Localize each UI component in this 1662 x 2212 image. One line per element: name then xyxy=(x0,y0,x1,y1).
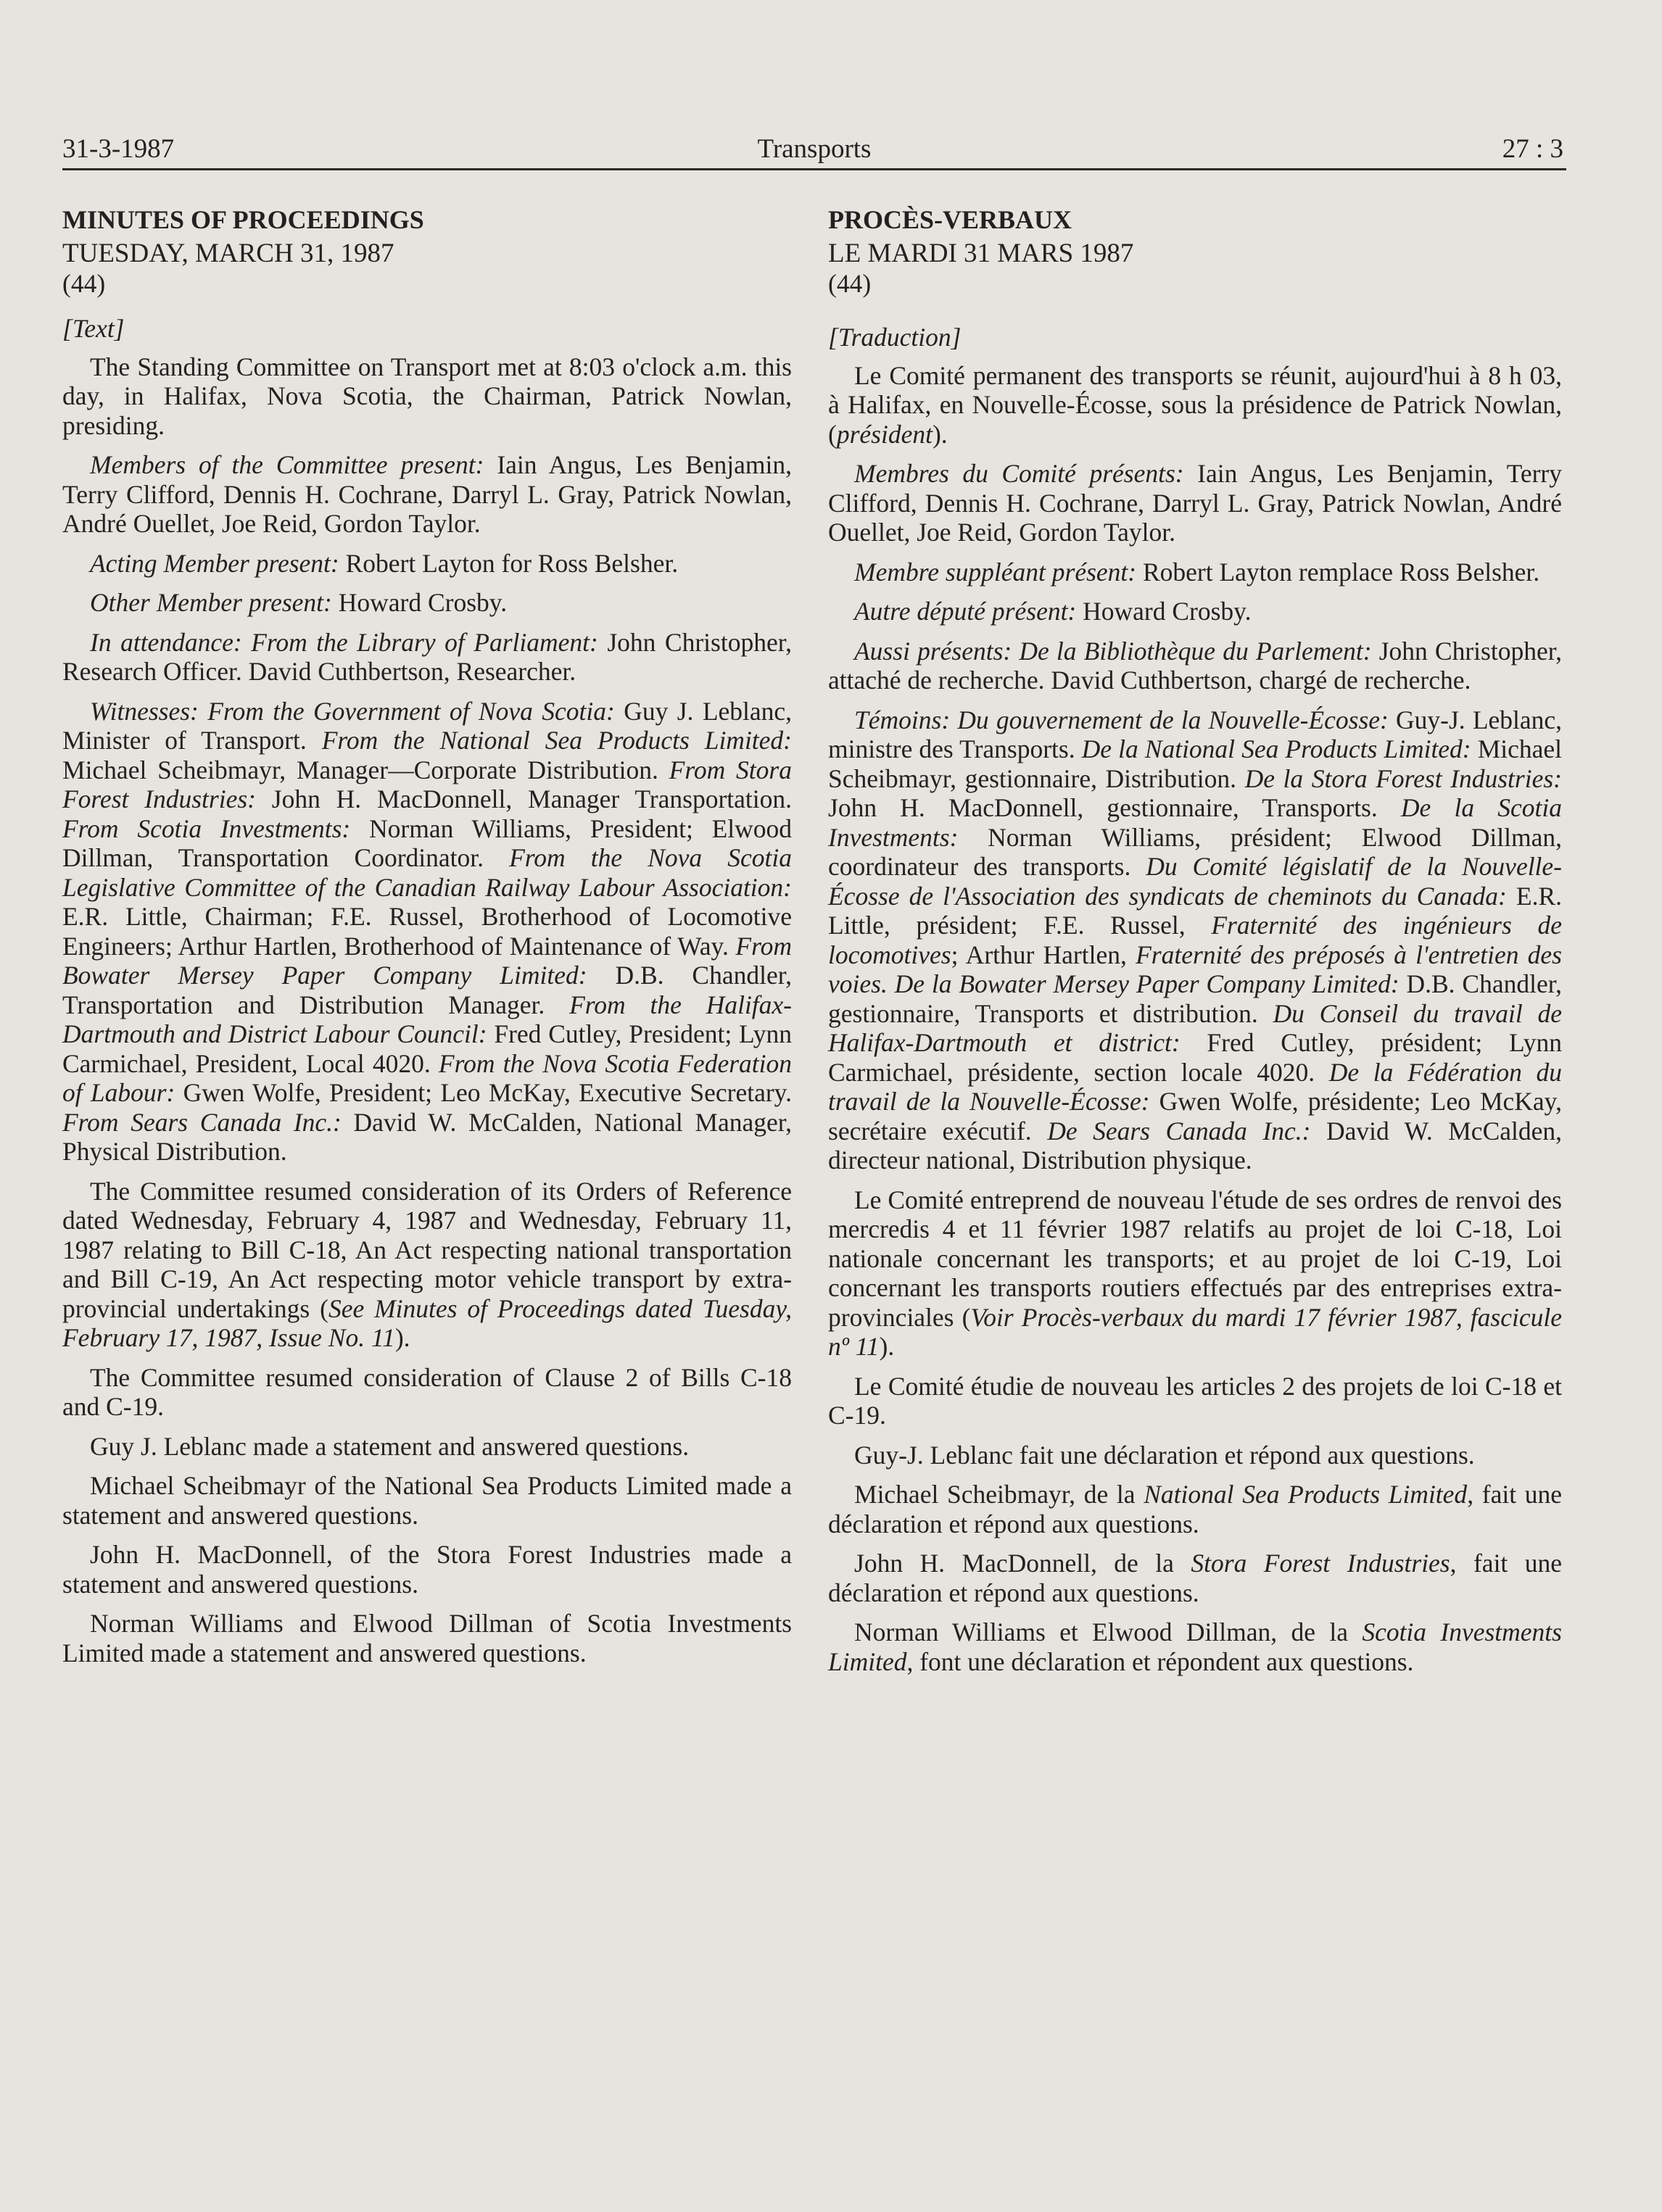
witness-seg: E.R. Little, Chairman; F.E. Russel, Brotherhood of Locomotive Engineers; Arthur Hartlen, Brotherhood of Maintenance of Way. xyxy=(62,902,792,961)
clause-consideration: The Committee resumed consideration of Clause 2 of Bills C-18 and C-19. xyxy=(62,1362,792,1421)
statement-leblanc: Guy J. Leblanc made a statement and answered questions. xyxy=(90,1431,690,1461)
attendance-space xyxy=(242,628,252,657)
witness-seg: From the National Sea Products Limited: xyxy=(321,726,792,755)
orders-of-reference xyxy=(62,1177,792,1353)
witnesses-fr xyxy=(828,705,1562,1175)
running-header xyxy=(62,131,1566,170)
witness-seg: Gwen Wolfe, President; Leo McKay, Executive Secretary. xyxy=(175,1078,792,1107)
witness-seg: Fred Cutley, President; Lynn Carmichael, President, Local 4020. xyxy=(62,1019,792,1078)
witness-seg: From the Nova Scotia Legislative Committee of the Canadian Railway Labour Association: xyxy=(62,843,792,902)
witness-seg-fr: Du Comité législatif de la Nouvelle-Écosse de l'Association des syndicats de cheminots du Canada: xyxy=(828,852,1562,911)
witness-seg-fr: David W. McCalden, directeur national, Distribution physique. xyxy=(828,1116,1562,1175)
williams-a: Norman Williams et Elwood Dillman, de la xyxy=(854,1617,1363,1646)
witness-seg-fr: Gwen Wolfe, présidente; Leo McKay, secrétaire exécutif. xyxy=(828,1087,1562,1146)
macdonnell-a: John H. MacDonnell, de la xyxy=(854,1549,1191,1578)
witnesses xyxy=(62,697,792,1167)
orders-text: The Committee resumed consideration of its Orders of Reference dated Wednesday, February 4, 1987 and Wednesday, February 11, 1987 relating to Bill C-18, An Act respecting national transportation and Bill C-19, An Act respecting motor vehicle transport by extra-provincial undertakings ( xyxy=(62,1176,792,1323)
witness-seg: From Sears Canada Inc.: xyxy=(62,1107,342,1137)
text-tag: [Text] xyxy=(62,314,125,343)
witness-seg-fr: John H. MacDonnell, gestionnaire, Transports. xyxy=(828,793,1401,822)
header-page-number: 27 : 3 xyxy=(1502,134,1563,164)
members-label: Members of the Committee present: xyxy=(90,450,484,479)
other-member-label-fr: Autre député présent: xyxy=(854,597,1077,626)
witness-seg-fr: Fred Cutley, président; Lynn Carmichael, présidente, section locale 4020. xyxy=(828,1028,1562,1087)
other-member-fr xyxy=(828,597,1562,626)
williams-b: , font une déclaration et répondent aux questions. xyxy=(906,1646,1414,1676)
witness-seg-fr: De la Stora Forest Industries: xyxy=(1244,763,1562,793)
witness-seg-fr: Norman Williams, président; Elwood Dillman, coordinateur des transports. xyxy=(828,822,1562,881)
members-present-fr xyxy=(828,459,1562,547)
opening-end-fr: ). xyxy=(932,419,948,449)
orders-of-reference-fr xyxy=(828,1185,1562,1362)
orders-text-fr: Le Comité entreprend de nouveau l'étude de ses ordres de renvoi des mercredis 4 et 11 février 1987 relatifs au projet de loi C-18, Loi nationale concernant les transports; et au projet de loi C-19, Loi concernant les transports routiers effectués par des entreprises extra-provinciales ( xyxy=(828,1185,1562,1332)
members-text-fr: Iain Angus, Les Benjamin, Terry Clifford, Dennis H. Cochrane, Darryl L. Gray, Patrick Nowlan, André Ouellet, Joe Reid, Gordon Taylor. xyxy=(828,459,1563,547)
header-date: 31-3-1987 xyxy=(62,134,175,164)
orders-end-fr: ). xyxy=(879,1332,895,1361)
witness-seg-fr: De la Scotia Investments: xyxy=(828,793,1562,852)
acting-member-text: Robert Layton for Ross Belsher. xyxy=(339,548,679,578)
statement-scheibmayr: Michael Scheibmayr of the National Sea Products Limited made a statement and answered questions. xyxy=(62,1471,792,1530)
witness-seg-fr: Michael Scheibmayr, gestionnaire, Distribution. xyxy=(828,734,1563,793)
attendance-text-fr: John Christopher, attaché de recherche. David Cuthbertson, chargé de recherche. xyxy=(828,636,1562,695)
witness-seg-fr: Fraternité des préposés à l'entretien des voies. De la Bowater Mersey Paper Company Limited: xyxy=(828,940,1562,998)
opening-paragraph: The Standing Committee on Transport met at 8:03 o'clock a.m. this day, in Halifax, Nova Scotia, the Chairman, Patrick Nowlan, presiding. xyxy=(62,352,792,440)
macdonnell-b: , fait une déclaration et répond aux questions. xyxy=(828,1549,1563,1607)
witness-seg: Norman Williams, President; Elwood Dillman, Transportation Coordinator. xyxy=(62,813,793,872)
meeting-number: (44) xyxy=(62,268,106,298)
opening-role-fr: président xyxy=(836,419,933,449)
members-present xyxy=(62,450,792,539)
acting-member-label-fr: Membre suppléant présent: xyxy=(854,557,1137,587)
opening-text-fr: Le Comité permanent des transports se réunit, aujourd'hui à 8 h 03, à Halifax, en Nouvelle-Écosse, sous la présidence de Patrick Nowlan, ( xyxy=(828,360,1562,449)
witness-seg: D.B. Chandler, Transportation and Distribution Manager. xyxy=(62,961,792,1019)
witness-seg-fr: ; Arthur Hartlen, xyxy=(951,940,1136,969)
scheibmayr-org: National Sea Products Limited xyxy=(1144,1480,1468,1509)
members-label-fr: Membres du Comité présents: xyxy=(854,459,1184,488)
statement-scheibmayr-fr xyxy=(828,1480,1562,1538)
witness-seg: From the Halifax-Dartmouth and District Labour Council: xyxy=(62,990,792,1048)
in-attendance xyxy=(62,628,792,687)
statement-williams-dillman-fr xyxy=(828,1617,1562,1676)
witness-seg: John H. MacDonnell, Manager Transportation. xyxy=(255,784,792,813)
other-member xyxy=(62,588,792,618)
attendance-label-fr: Aussi présents: De la Bibliothèque du Parlement: xyxy=(854,636,1372,666)
clause-consideration-fr: Le Comité étudie de nouveau les articles 2 des projets de loi C-18 et C-19. xyxy=(828,1371,1562,1430)
witness-seg-fr: De Sears Canada Inc.: xyxy=(1047,1116,1311,1146)
english-column xyxy=(62,204,792,1668)
witness-seg-fr: De la National Sea Products Limited: xyxy=(1081,734,1471,763)
meeting-date-fr: LE MARDI 31 MARS 1987 xyxy=(828,239,1134,268)
acting-member xyxy=(62,549,792,579)
statement-macdonnell: John H. MacDonnell, of the Stora Forest Industries made a statement and answered questions. xyxy=(62,1540,792,1599)
witness-seg-fr: Fraternité des ingénieurs de locomotives xyxy=(828,911,1562,969)
acting-member-text-fr: Robert Layton remplace Ross Belsher. xyxy=(1136,557,1540,587)
section-heading-fr: PROCÈS-VERBAUX xyxy=(828,205,1072,234)
witness-seg-fr: De la Fédération du travail de la Nouvelle-Écosse: xyxy=(828,1057,1562,1116)
witness-seg-fr: Témoins: xyxy=(854,705,951,734)
acting-member-label: Acting Member present: xyxy=(90,548,339,578)
macdonnell-org: Stora Forest Industries xyxy=(1191,1549,1450,1578)
statement-williams-dillman: Norman Williams and Elwood Dillman of Scotia Investments Limited made a statement and answered questions. xyxy=(62,1609,792,1668)
witness-seg-fr: D.B. Chandler, gestionnaire, Transports et distribution. xyxy=(828,969,1562,1028)
meeting-date: TUESDAY, MARCH 31, 1987 xyxy=(62,239,394,268)
attendance-label: In attendance: xyxy=(90,627,242,657)
witness-seg: From the Government of Nova Scotia: xyxy=(207,696,615,726)
acting-member-fr xyxy=(828,558,1562,587)
witness-seg: David W. McCalden, National Manager, Physical Distribution. xyxy=(62,1107,792,1166)
attendance-text: John Christopher, Research Officer. David Cuthbertson, Researcher. xyxy=(62,627,792,686)
orders-citation: See Minutes of Proceedings dated Tuesday, February 17, 1987, Issue No. 11 xyxy=(62,1293,792,1352)
orders-end: ). xyxy=(394,1323,410,1352)
witness-seg-fr: Guy-J. Leblanc, ministre des Transports. xyxy=(828,705,1563,763)
other-member-text: Howard Crosby. xyxy=(331,588,508,617)
witness-seg-fr: Du Conseil du travail de Halifax-Dartmouth et district: xyxy=(828,998,1562,1057)
witness-seg: From Scotia Investments: xyxy=(62,813,351,843)
witness-seg: Michael Scheibmayr, Manager—Corporate Distribution. xyxy=(62,755,669,784)
witness-seg: From Bowater Mersey Paper Company Limited: xyxy=(62,931,792,990)
witness-seg: Guy J. Leblanc, Minister of Transport. xyxy=(62,696,793,755)
meeting-number-fr: (44) xyxy=(828,268,872,298)
opening-paragraph-fr xyxy=(828,361,1562,450)
statement-leblanc-fr: Guy-J. Leblanc fait une déclaration et répond aux questions. xyxy=(854,1440,1475,1470)
witness-seg xyxy=(199,697,207,726)
witness-seg: From Stora Forest Industries: xyxy=(62,755,792,813)
witness-seg-fr: Du gouvernement de la Nouvelle-Écosse: xyxy=(957,705,1389,734)
witness-seg: From the Nova Scotia Federation of Labour: xyxy=(62,1048,792,1107)
orders-citation-fr: Voir Procès-verbaux du mardi 17 février 1987, fascicule nº 11 xyxy=(828,1302,1562,1361)
other-member-text-fr: Howard Crosby. xyxy=(1076,597,1252,626)
scheibmayr-a: Michael Scheibmayr, de la xyxy=(854,1480,1144,1509)
williams-org: Scotia Investments Limited xyxy=(828,1617,1562,1676)
translation-tag: [Traduction] xyxy=(828,323,962,352)
in-attendance-fr xyxy=(828,637,1562,695)
other-member-label: Other Member present: xyxy=(90,588,332,617)
witness-seg: Witnesses: xyxy=(90,696,199,726)
scheibmayr-b: , fait une déclaration et répond aux questions. xyxy=(828,1480,1563,1538)
attendance-org: From the Library of Parliament: xyxy=(251,627,598,657)
witness-seg-fr xyxy=(950,705,957,734)
section-heading: MINUTES OF PROCEEDINGS xyxy=(62,205,424,234)
statement-macdonnell-fr xyxy=(828,1549,1562,1607)
header-title: Transports xyxy=(757,134,872,164)
french-column xyxy=(828,204,1562,1676)
witness-seg-fr: E.R. Little, président; F.E. Russel, xyxy=(828,881,1562,940)
members-text: Iain Angus, Les Benjamin, Terry Clifford, Dennis H. Cochrane, Darryl L. Gray, Patrick Nowlan, André Ouellet, Joe Reid, Gordon Taylor. xyxy=(62,450,792,538)
